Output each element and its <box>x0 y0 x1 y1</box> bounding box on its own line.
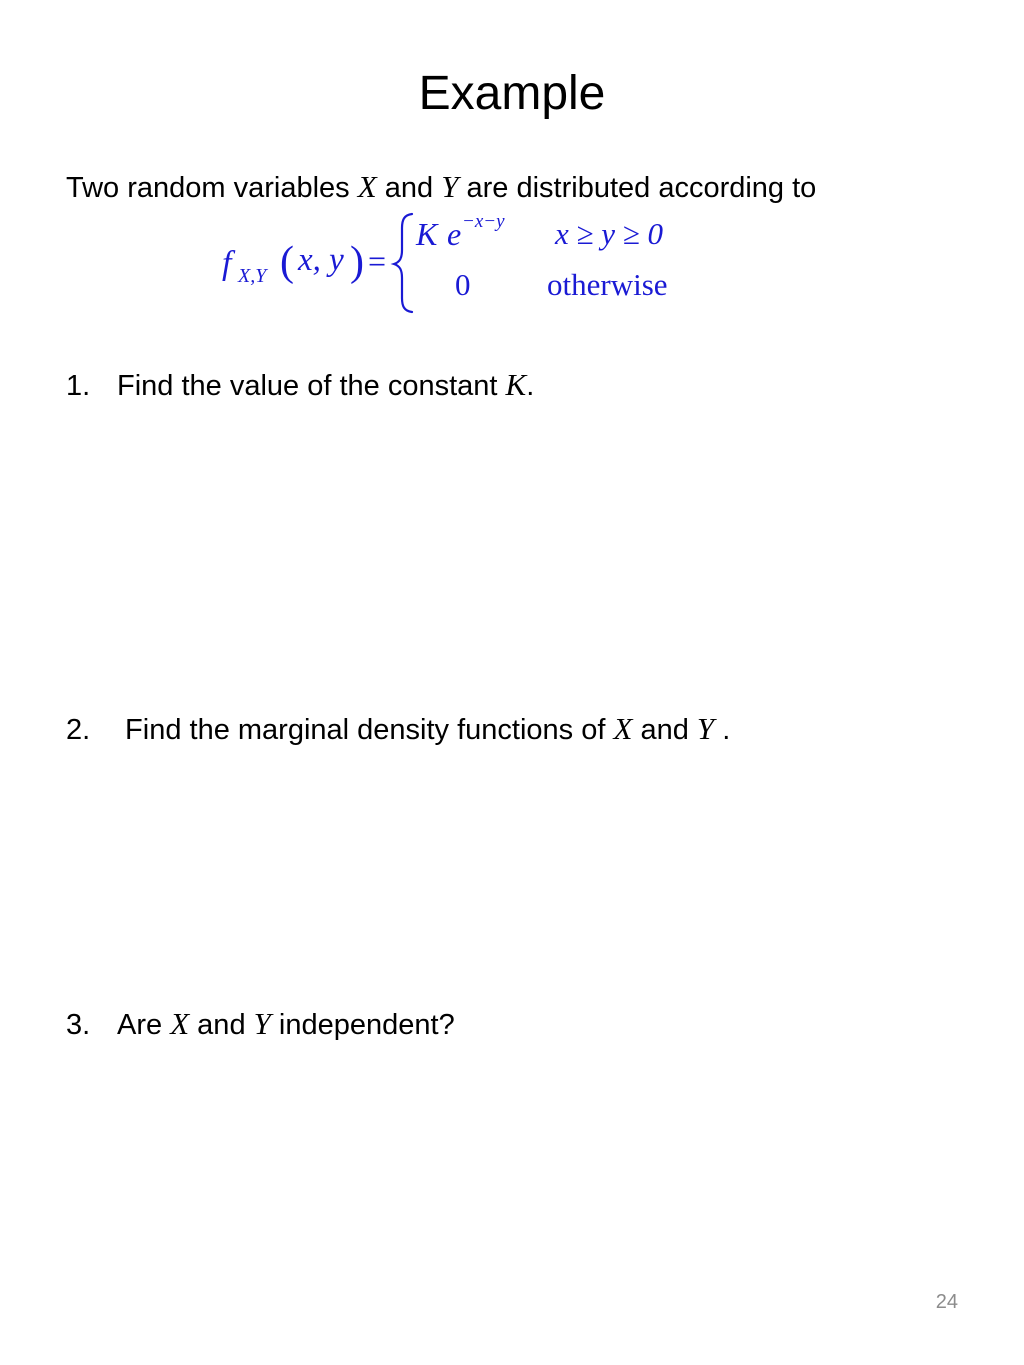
question-2-text-before: Find the marginal density functions of <box>117 714 614 746</box>
question-2 <box>66 710 730 748</box>
question-2-text-after: . <box>714 714 731 746</box>
question-3 <box>66 1005 455 1043</box>
formula-args: x, y <box>298 242 344 278</box>
question-2-text-and: and <box>632 714 697 746</box>
question-3-text-and: and <box>189 1009 254 1041</box>
question-1-number: 1. <box>66 370 91 402</box>
intro-text-after: are distributed according to <box>458 172 817 204</box>
page-number: 24 <box>935 1291 958 1313</box>
slide-title: Example <box>418 67 606 120</box>
question-1-text-after: . <box>526 370 535 402</box>
formula-svg <box>218 206 698 316</box>
question-1-text-before: Find the value of the constant <box>117 370 506 402</box>
variable-y: Y <box>253 1006 271 1041</box>
question-3-number: 3. <box>66 1009 91 1041</box>
variable-x: X <box>170 1006 190 1041</box>
variable-x: X <box>357 169 377 204</box>
formula-brace <box>394 214 412 312</box>
formula-condition-2: otherwise <box>547 267 668 302</box>
formula-constant-k: K <box>416 216 438 252</box>
intro-text-and: and <box>376 172 442 204</box>
question-3-text-after: independent? <box>270 1009 455 1041</box>
question-2-number: 2. <box>66 714 91 746</box>
variable-x: X <box>613 711 633 746</box>
question-3-text-before: Are <box>117 1009 171 1041</box>
formula-open-paren: ( <box>280 239 294 285</box>
formula-equals: = <box>368 243 387 279</box>
formula-close-paren: ) <box>350 239 364 285</box>
formula-func-f: f <box>222 245 232 282</box>
formula-exp-e: e <box>447 216 462 252</box>
variable-k: K <box>505 367 527 402</box>
intro-text <box>66 168 816 206</box>
intro-text-before: Two random variables <box>66 172 358 204</box>
formula-exponent: −x−y <box>462 211 505 232</box>
formula-subscript: X,Y <box>238 265 267 287</box>
variable-y: Y <box>696 711 715 746</box>
variable-y: Y <box>441 169 459 204</box>
formula-condition-1: x ≥ y ≥ 0 <box>555 216 664 251</box>
question-1 <box>66 366 534 404</box>
formula-value-0: 0 <box>455 267 471 302</box>
joint-density-formula <box>218 206 698 316</box>
